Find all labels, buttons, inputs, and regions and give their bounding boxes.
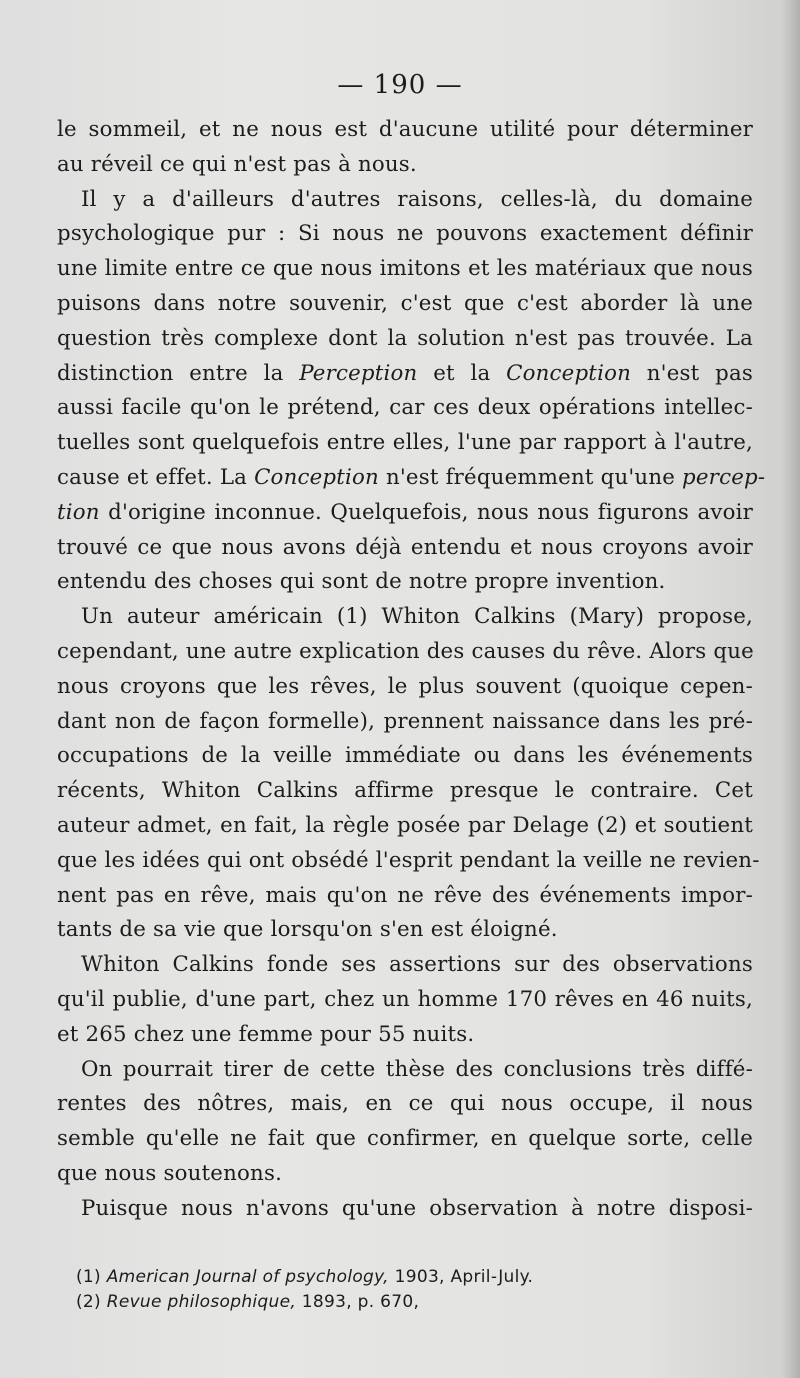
text-line: Un auteur américain (1) Whiton Calkins (Mary) propose, [81, 604, 753, 630]
footnotes [76, 1265, 736, 1315]
text-segment: distinction entre la [57, 360, 300, 386]
footnote-ref: (2) [76, 1292, 101, 1312]
text-line [57, 357, 753, 392]
footnote-detail: 1903, April-July. [388, 1267, 534, 1287]
text-segment: n'est pas [631, 360, 753, 386]
text-line: que les idées qui ont obsédé l'esprit pendant la veille ne revien- [57, 847, 760, 873]
text-line: au réveil ce qui n'est pas à nous. [57, 151, 417, 177]
italic-term-conception: Conception [506, 360, 632, 386]
text-line: psychologique pur : Si nous ne pouvons exactement définir [57, 221, 753, 247]
text-line: que nous soutenons. [57, 1160, 283, 1186]
text-line: qu'il publie, d'une part, chez un homme 170 rêves en 46 nuits, [57, 986, 753, 1012]
text-line: semble qu'elle ne fait que confirmer, en quelque sorte, celle [57, 1126, 753, 1152]
text-line: Whiton Calkins fonde ses assertions sur des observations [81, 952, 753, 978]
text-line: récents, Whiton Calkins affirme presque le contraire. Cet [57, 778, 753, 804]
text-segment: n'est fréquemment qu'une [378, 464, 683, 490]
text-segment: d'origine inconnue. Quelquefois, nous nous figurons avoir [99, 499, 753, 525]
footnote [76, 1290, 736, 1315]
text-line: et 265 chez une femme pour 55 nuits. [57, 1021, 475, 1047]
text-line: rentes des nôtres, mais, en ce qui nous occupe, il nous [57, 1091, 753, 1117]
text-line: aussi facile qu'on le prétend, car ces deux opérations intellec- [57, 395, 753, 421]
italic-term-perception-end: tion [57, 499, 100, 525]
body-text [57, 113, 766, 1227]
footnote-title: Revue philosophique, [106, 1292, 297, 1312]
text-line [57, 496, 753, 531]
text-line: Il y a d'ailleurs d'autres raisons, celles-là, du domaine [81, 186, 753, 212]
text-line [57, 461, 766, 496]
text-line: une limite entre ce que nous imitons et les matériaux que nous [57, 256, 753, 282]
italic-term-perception: Perception [299, 360, 418, 386]
text-line: entendu des choses qui sont de notre propre invention. [57, 569, 666, 595]
text-line: nent pas en rêve, mais qu'on ne rêve des événements impor- [57, 882, 753, 908]
italic-term-conception: Conception [254, 464, 379, 490]
text-segment: cause et effet. La [57, 464, 255, 490]
text-line: tants de sa vie que lorsqu'on s'en est éloigné. [57, 917, 558, 943]
page-edge-shadow [782, 0, 800, 1378]
text-line: puisons dans notre souvenir, c'est que c'est aborder là une [57, 290, 753, 316]
text-line: auteur admet, en fait, la règle posée par Delage (2) et soutient [57, 812, 753, 838]
text-line: cependant, une autre explication des causes du rêve. Alors que [57, 638, 754, 664]
text-line: question très complexe dont la solution n'est pas trouvée. La [57, 325, 753, 351]
text-segment: et la [417, 360, 507, 386]
text-line: Puisque nous n'avons qu'une observation à notre disposi- [81, 1195, 753, 1221]
text-line: occupations de la veille immédiate ou dans les événements [57, 743, 753, 769]
italic-term-perception: percep- [682, 464, 766, 490]
text-line: nous croyons que les rêves, le plus souvent (quoique cepen- [57, 673, 753, 699]
text-line: dant non de façon formelle), prennent naissance dans les pré- [57, 708, 753, 734]
footnote-detail: 1893, p. 670, [296, 1292, 420, 1312]
page-number: — 190 — [337, 70, 463, 100]
text-line: On pourrait tirer de cette thèse des conclusions très diffé- [81, 1056, 753, 1082]
text-line: tuelles sont quelquefois entre elles, l'une par rapport à l'autre, [57, 430, 753, 456]
footnote-ref: (1) [76, 1267, 101, 1287]
footnote [76, 1265, 736, 1290]
text-line: le sommeil, et ne nous est d'aucune utilité pour déterminer [57, 117, 753, 142]
footnote-title: American Journal of psychology, [106, 1267, 389, 1287]
text-line: trouvé ce que nous avons déjà entendu et nous croyons avoir [57, 534, 753, 560]
